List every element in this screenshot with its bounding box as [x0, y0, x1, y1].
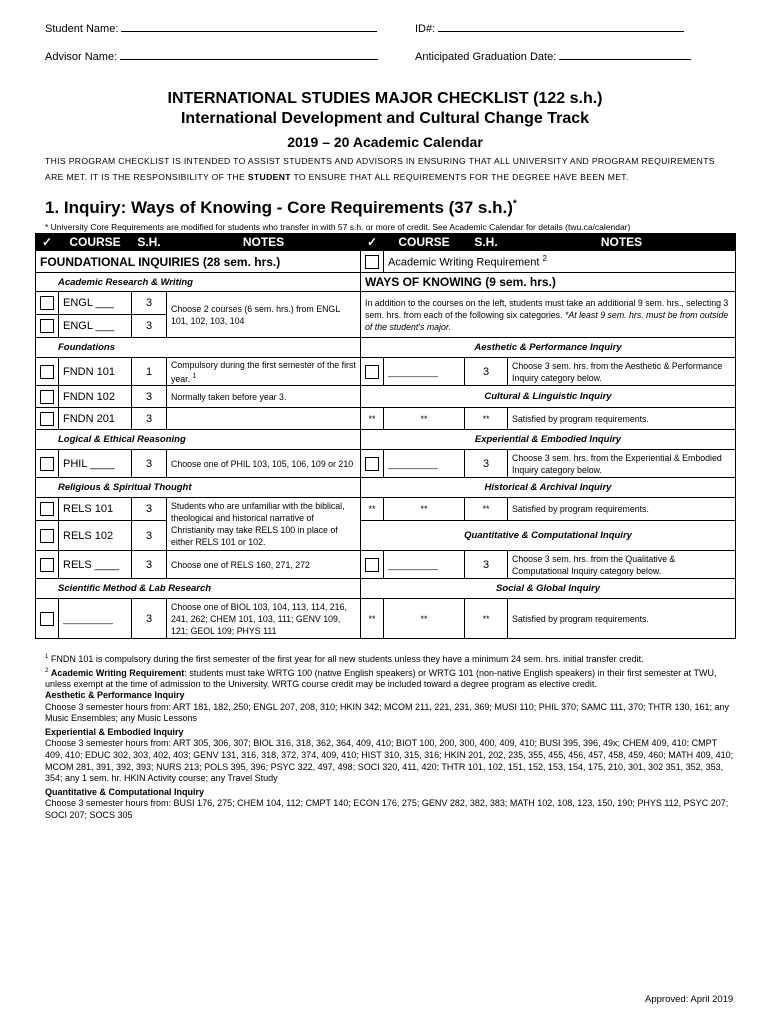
- table-row: [36, 450, 736, 478]
- quant-note: Choose 3 sem. hrs. from the Qualitative & Computational Inquiry category below.: [508, 551, 736, 579]
- phil-sh: 3: [132, 450, 167, 478]
- phil-course: PHIL ____: [59, 450, 132, 478]
- aesth-checkbox[interactable]: [365, 365, 379, 379]
- engl1-sh: 3: [132, 292, 167, 315]
- approved-date: Approved: April 2019: [645, 994, 734, 1005]
- aesth-sh: 3: [465, 358, 508, 386]
- quant-checkbox[interactable]: [365, 558, 379, 572]
- rels3-course: RELS ____: [59, 551, 132, 579]
- table-row: [36, 408, 736, 430]
- table-row: [36, 358, 736, 386]
- cat-cultural: Cultural & Linguistic Inquiry: [361, 386, 736, 408]
- table-row: [36, 478, 736, 498]
- aesth-note: Choose 3 sem. hrs. from the Aesthetic & Performance Inquiry category below.: [508, 358, 736, 386]
- table-row: [36, 498, 736, 521]
- track-title: International Development and Cultural Change Track: [180, 110, 590, 127]
- student-name-field[interactable]: Student Name:: [45, 22, 377, 35]
- rels101-sh: 3: [132, 498, 167, 521]
- table-row: [36, 338, 736, 358]
- sci-checkbox[interactable]: [40, 612, 54, 626]
- col-course-right: COURSE: [384, 234, 465, 251]
- cult-check: **: [361, 408, 384, 430]
- col-sh-left: S.H.: [132, 234, 167, 251]
- hist-course: **: [384, 498, 465, 521]
- intro-paragraph: THIS PROGRAM CHECKLIST IS INTENDED TO ASSIST STUDENTS AND ADVISORS IN ENSURING THAT ALL UNIVERSITY AND PROGRAM REQUIREMENTS ARE MET. IT IS THE RESPONSIBILITY OF THE STUDENT TO ENSURE THAT ALL REQUIREMENTS FOR THE DEGREE HAVE BEEN MET.: [45, 156, 715, 182]
- col-check-left: ✓: [36, 234, 59, 251]
- table-row: [36, 579, 736, 599]
- cat-aesthetic: Aesthetic & Performance Inquiry: [361, 338, 736, 358]
- foundational-heading: FOUNDATIONAL INQUIRIES (28 sem. hrs.): [36, 251, 361, 273]
- table-row: [36, 599, 736, 639]
- fndn102-note: Normally taken before year 3.: [167, 386, 361, 408]
- fndn101-sh: 1: [132, 358, 167, 386]
- phil-note: Choose one of PHIL 103, 105, 106, 109 or 210: [167, 450, 361, 478]
- phil-checkbox[interactable]: [40, 457, 54, 471]
- quant-course: __________: [384, 551, 465, 579]
- exper-checkbox[interactable]: [365, 457, 379, 471]
- table-row: [36, 521, 736, 551]
- footnote-2: $^2$ Academic Writing Requirement: students must take WRTG 100 (native English speakers) or WRTG 101 (non-native English speakers) in their first semester at TWU, unless exempt at the time of admission to the University. WRTG course credit may be included toward a degree program as elective credit.: [45, 667, 717, 690]
- rels3-sh: 3: [132, 551, 167, 579]
- rels102-course: RELS 102: [59, 521, 132, 551]
- table-header-row: [36, 234, 736, 251]
- table-row: [36, 386, 736, 408]
- cat-academic-research: Academic Research & Writing: [36, 273, 361, 292]
- cat-experiential: Experiential & Embodied Inquiry: [361, 430, 736, 450]
- soc-course: **: [384, 599, 465, 639]
- fndn102-course: FNDN 102: [59, 386, 132, 408]
- grad-date-field[interactable]: Anticipated Graduation Date:: [415, 50, 691, 63]
- category-lists: [45, 690, 735, 822]
- cat-historical: Historical & Archival Inquiry: [361, 478, 736, 498]
- page-title: INTERNATIONAL STUDIES MAJOR CHECKLIST (122 s.h.): [167, 90, 603, 107]
- list-item: Experiential & Embodied Inquiry Choose 3 semester hours from: ART 305, 306, 307; BIOL 316, 318, 362, 364, 409, 410; BIOT 100, 200, 300, 400, 409, 410; BUSI 395, 396, 49x; CHEM 409, 410; CMPT 409, 410; EDUC 302, 303, 402, 403; GENV 131, 316, 318, 372, 374, 409, 410; HIST 310, 315, 316; HKIN 201, 202, 235, 355, 455, 456, 457, 458, 459, 460; MATH 409, 410; MCOM 281, 391, 392, 393; NURS 213; POLS 395, 396; PSYC 322, 497, 498; SOCI 320, 411, 420; THTR 101, 102, 151, 152, 153, 154, 175, 210, 301, 302 351, 352, 353, 354; any 1 sem. hr. HKIN Activity course; any Travel Study: [45, 726, 734, 784]
- exper-course: __________: [384, 450, 465, 478]
- table-row: [36, 551, 736, 579]
- cult-sh: **: [465, 408, 508, 430]
- rels3-note: Choose one of RELS 160, 271, 272: [167, 551, 361, 579]
- fndn101-note: Compulsory during the first semester of the first year. $^1$: [167, 358, 361, 386]
- fndn102-checkbox[interactable]: [40, 390, 54, 404]
- quant-sh: 3: [465, 551, 508, 579]
- id-line: [438, 22, 684, 32]
- col-check-right: ✓: [361, 234, 384, 251]
- engl-note: Choose 2 courses (6 sem. hrs.) from ENGL 101, 102, 103, 104: [167, 292, 361, 338]
- student-name-line: [121, 22, 377, 32]
- soc-note: Satisfied by program requirements.: [508, 599, 736, 639]
- fndn201-note: [167, 408, 361, 430]
- soc-check: **: [361, 599, 384, 639]
- engl1-course: ENGL ___: [59, 292, 132, 315]
- hist-note: Satisfied by program requirements.: [508, 498, 736, 521]
- col-course-left: COURSE: [59, 234, 132, 251]
- checklist-table: [35, 233, 736, 639]
- sci-note: Choose one of BIOL 103, 104, 113, 114, 216, 241, 262; CHEM 101, 103, 111; GENV 109, 121; GEOL 109; PHYS 111: [167, 599, 361, 639]
- cult-course: **: [384, 408, 465, 430]
- advisor-name-line: [120, 50, 378, 60]
- rels102-sh: 3: [132, 521, 167, 551]
- cult-note: Satisfied by program requirements.: [508, 408, 736, 430]
- ways-heading: WAYS OF KNOWING (9 sem. hrs.): [361, 273, 736, 292]
- cat-religious: Religious & Spiritual Thought: [36, 478, 361, 498]
- advisor-name-field[interactable]: Advisor Name:: [45, 50, 378, 63]
- hist-sh: **: [465, 498, 508, 521]
- fndn101-course: FNDN 101: [59, 358, 132, 386]
- table-row: [36, 430, 736, 450]
- section-heading: 1. Inquiry: Ways of Knowing - Core Requirements (37 s.h.)*: [45, 198, 517, 217]
- fndn201-course: FNDN 201: [59, 408, 132, 430]
- col-notes-right: NOTES: [508, 234, 736, 251]
- exper-sh: 3: [465, 450, 508, 478]
- engl1-checkbox[interactable]: [40, 296, 54, 310]
- cat-social: Social & Global Inquiry: [361, 579, 736, 599]
- rels3-checkbox[interactable]: [40, 558, 54, 572]
- engl2-sh: 3: [132, 315, 167, 338]
- col-sh-right: S.H.: [465, 234, 508, 251]
- list-item: Quantitative & Computational Inquiry Choose 3 semester hours from: BUSI 176, 275; CHEM 104, 112; CMPT 140; ECON 176, 275; GENV 282, 382, 383; MATH 102, 108, 123, 150, 190; PHYS 112, PSYC 207; SOCI 207; SOCS 305: [45, 786, 729, 820]
- rels101-course: RELS 101: [59, 498, 132, 521]
- rels102-checkbox[interactable]: [40, 529, 54, 543]
- cat-foundations: Foundations: [36, 338, 361, 358]
- footnote-1: $^1$ FNDN 101 is compulsory during the first semester of the first year for all new students unless they have a minimum 24 sem. hrs. initial transfer credit.: [45, 654, 644, 664]
- awr-label: Academic Writing Requirement $^2$: [384, 251, 736, 273]
- col-notes-left: NOTES: [167, 234, 361, 251]
- exper-note: Choose 3 sem. hrs. from the Experiential & Embodied Inquiry category below.: [508, 450, 736, 478]
- ways-note: In addition to the courses on the left, students must take an additional 9 sem. hrs., selecting 3 sem. hrs. from each of the following six categories. *At least 9 sem. hrs. must be from outside of the student's major.: [361, 292, 736, 338]
- cat-logical: Logical & Ethical Reasoning: [36, 430, 361, 450]
- rels-note: Students who are unfamiliar with the biblical, theological and historical narrative of Christianity may take RELS 100 in place of either RELS 101 or 102.: [167, 498, 361, 551]
- id-field[interactable]: ID#:: [415, 22, 684, 35]
- sci-sh: 3: [132, 599, 167, 639]
- table-row: [36, 273, 736, 292]
- fndn201-checkbox[interactable]: [40, 412, 54, 426]
- awr-checkbox[interactable]: [365, 255, 379, 269]
- calendar-title: 2019 – 20 Academic Calendar: [287, 134, 483, 150]
- cat-quantitative: Quantitative & Computational Inquiry: [361, 521, 736, 551]
- list-item: Aesthetic & Performance Inquiry Choose 3 semester hours from: ART 181, 182, 250; ENGL 207, 208, 310; HKIN 342; MCOM 211, 221, 231, 369; MUSI 110; PHIL 370; SAMC 111, 370; THTR 130, 161; any Music Ensembles; any Music Lessons: [45, 690, 730, 724]
- soc-sh: **: [465, 599, 508, 639]
- grad-date-line: [559, 50, 691, 60]
- engl2-checkbox[interactable]: [40, 319, 54, 333]
- table-row: [36, 251, 736, 273]
- rels101-checkbox[interactable]: [40, 502, 54, 516]
- section-note: * University Core Requirements are modified for students who transfer in with 57 s.h. or more of credit. See Academic Calendar for details (twu.ca/calendar): [45, 222, 631, 232]
- table-row: [36, 292, 736, 315]
- engl2-course: ENGL ___: [59, 315, 132, 338]
- fndn102-sh: 3: [132, 386, 167, 408]
- aesth-course: __________: [384, 358, 465, 386]
- fndn201-sh: 3: [132, 408, 167, 430]
- fndn101-checkbox[interactable]: [40, 365, 54, 379]
- sci-course: __________: [59, 599, 132, 639]
- hist-check: **: [361, 498, 384, 521]
- footnotes: [45, 652, 735, 691]
- cat-scientific: Scientific Method & Lab Research: [36, 579, 361, 599]
